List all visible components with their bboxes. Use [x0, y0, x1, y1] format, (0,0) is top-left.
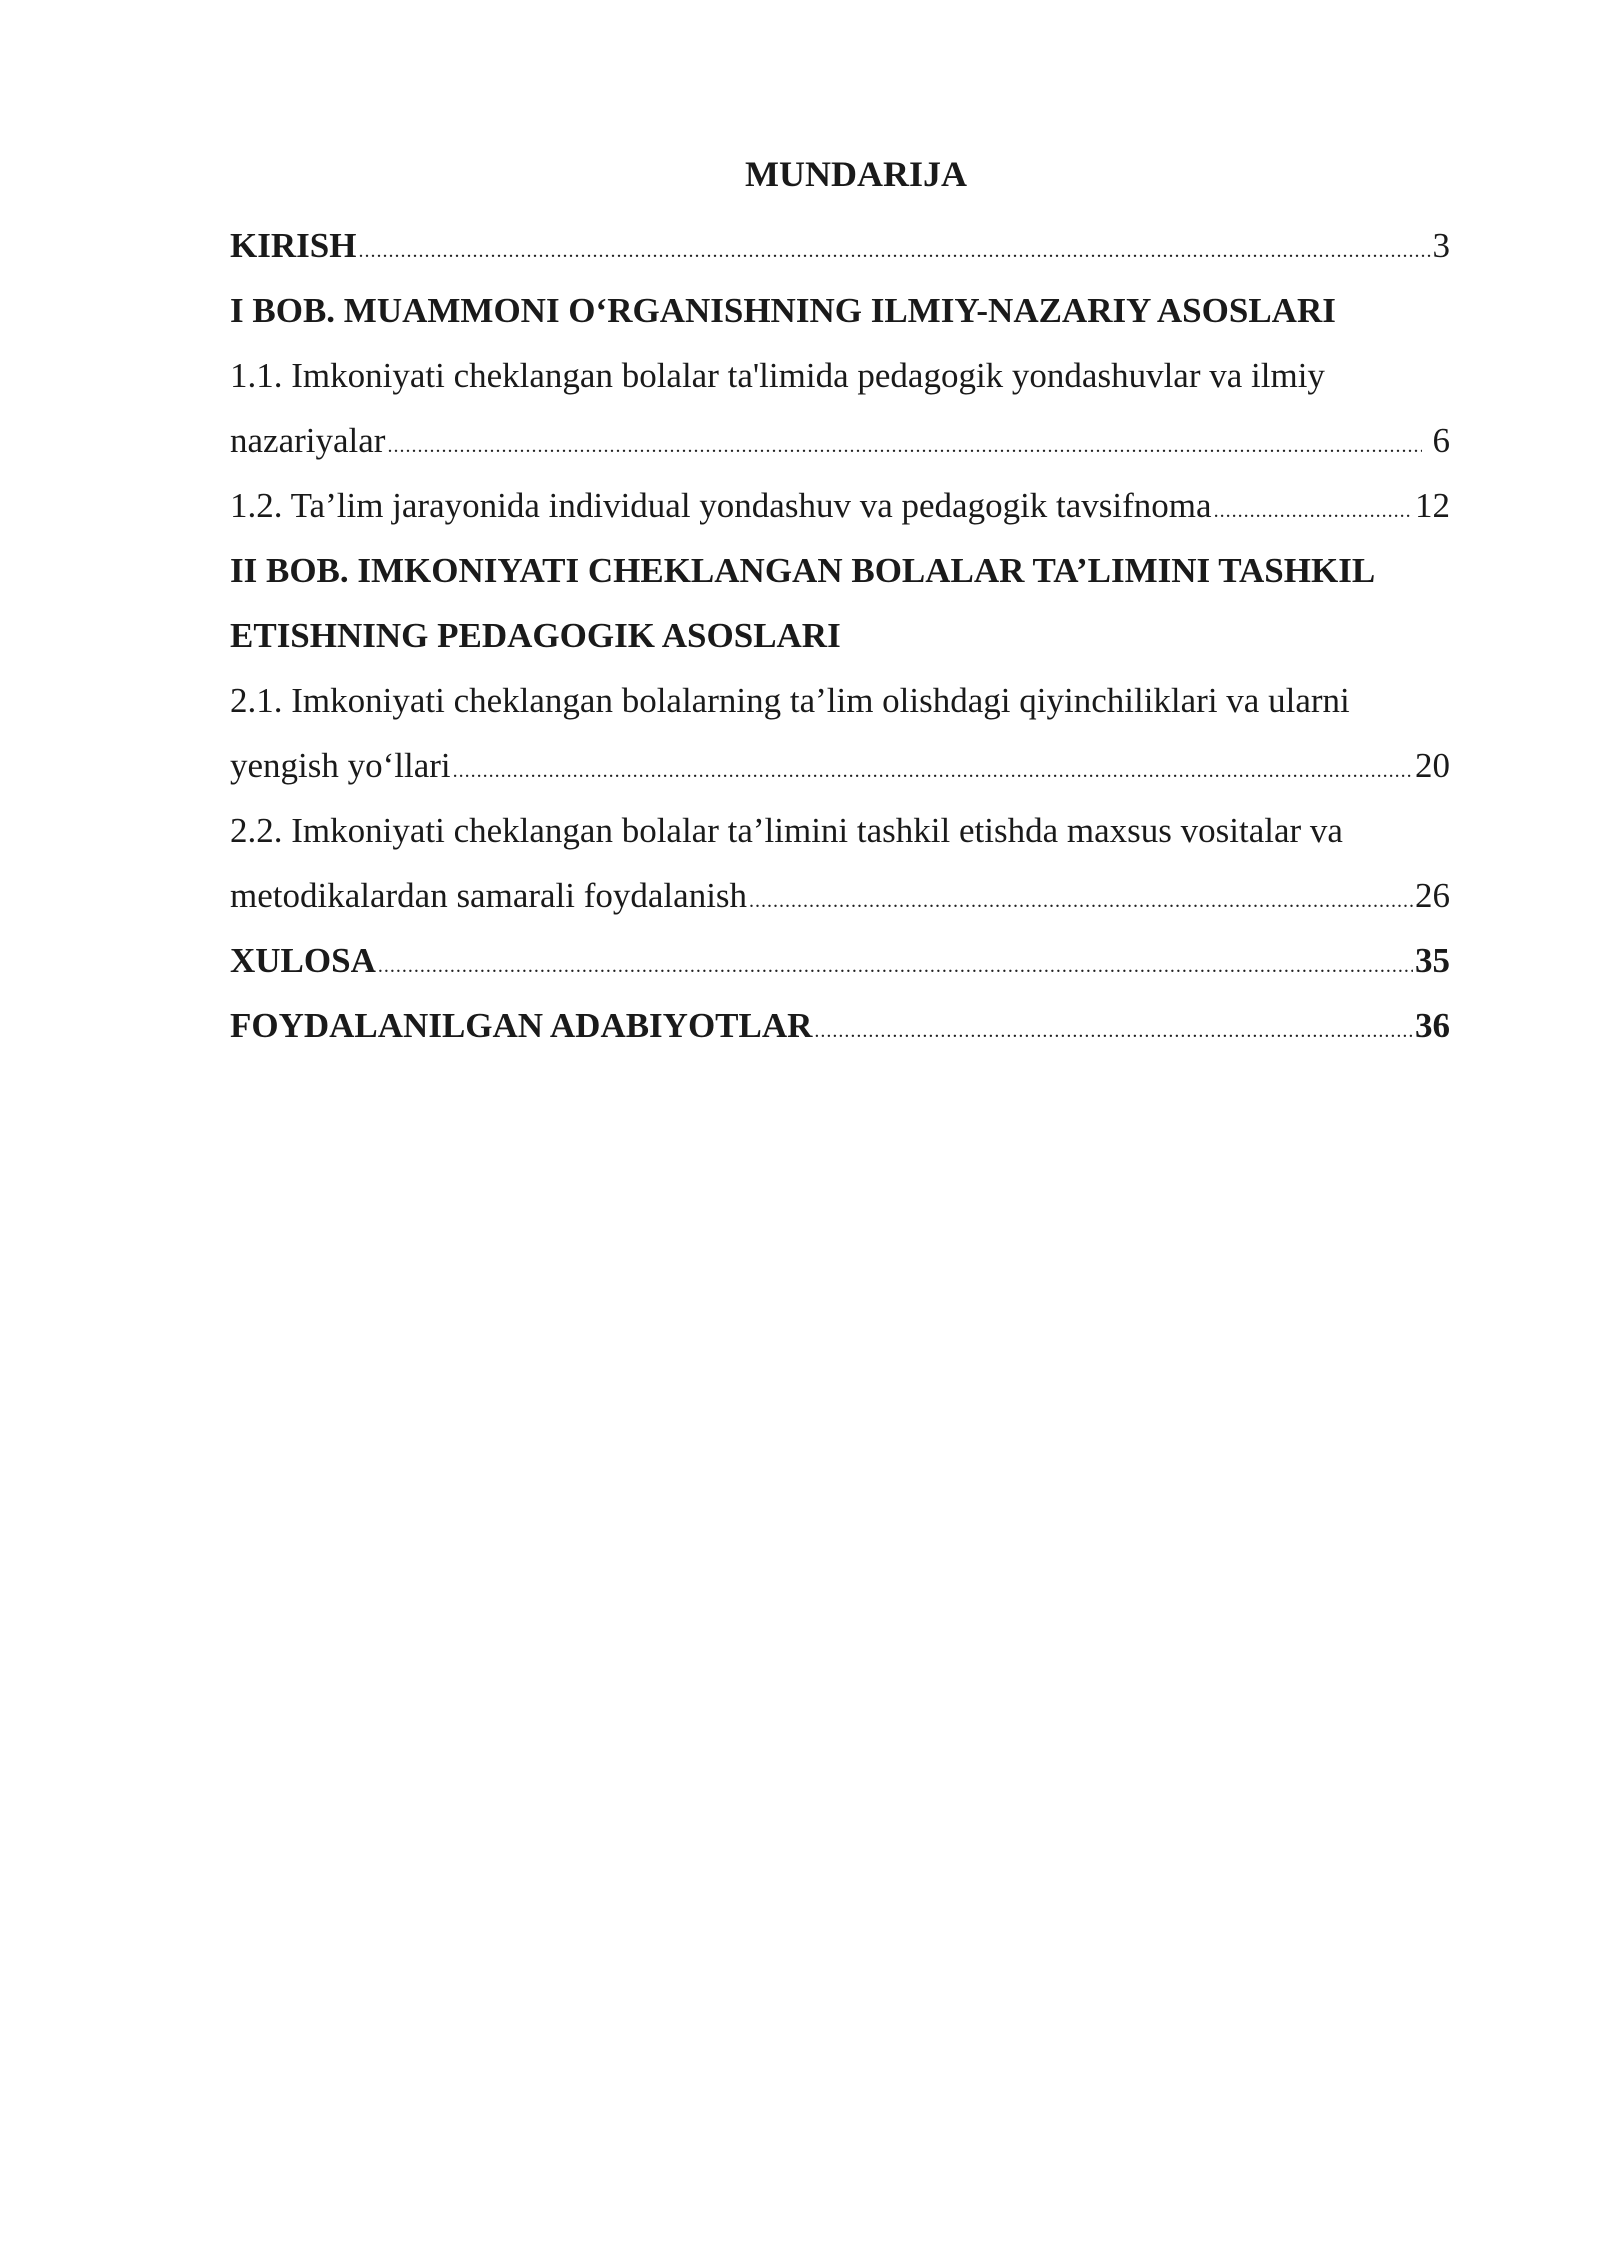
toc-entry-foydalanilgan-adabiyotlar[interactable] [230, 993, 1450, 1058]
toc-entry-label: 2.2. Imkoniyati cheklangan bolalar ta’limini tashkil etishda maxsus vositalar va [230, 811, 1343, 850]
toc-chapter-2-heading-line1[interactable] [230, 538, 1490, 603]
dot-leader [378, 934, 1413, 999]
toc-entry-1-1-line1[interactable] [230, 343, 1450, 408]
toc-entry-label: I BOB. MUAMMONI O‘RGANISHNING ILMIY-NAZARIY ASOSLARI [230, 291, 1336, 330]
toc-page-number: 3 [1432, 226, 1450, 265]
toc-entry-xulosa[interactable] [230, 928, 1450, 993]
toc-title: MUNDARIJA [745, 154, 967, 194]
toc-entry-label: 1.1. Imkoniyati cheklangan bolalar ta'limida pedagogik yondashuvlar va ilmiy [230, 356, 1325, 395]
toc-entry-label: FOYDALANILGAN ADABIYOTLAR [230, 1006, 813, 1045]
dot-leader [453, 739, 1413, 804]
toc-entry-label: yengish yo‘llari [230, 746, 451, 785]
toc-page-number: 6 [1423, 421, 1450, 460]
toc-entry-1-1-line2[interactable] [230, 408, 1450, 473]
toc-entry-2-2-line1[interactable] [230, 798, 1450, 863]
table-of-contents [230, 213, 1450, 1058]
toc-entry-label: XULOSA [230, 941, 376, 980]
dot-leader [814, 999, 1413, 1064]
toc-entry-label: II BOB. IMKONIYATI CHEKLANGAN BOLALAR TA’LIMINI TASHKIL [230, 551, 1376, 590]
toc-entry-label: nazariyalar [230, 421, 386, 460]
dot-leader [1214, 479, 1413, 544]
toc-page-number: 20 [1415, 746, 1450, 785]
toc-chapter-1-heading[interactable] [230, 278, 1450, 343]
dot-leader [749, 869, 1413, 934]
toc-page-number: 35 [1415, 941, 1450, 980]
toc-entry-label: KIRISH [230, 226, 357, 265]
toc-entry-label: metodikalardan samarali foydalanish [230, 876, 748, 915]
toc-entry-2-2-line2[interactable] [230, 863, 1450, 928]
toc-entry-label: 2.1. Imkoniyati cheklangan bolalarning ta’lim olishdagi qiyinchiliklari va ularni [230, 681, 1350, 720]
toc-chapter-2-heading-line2[interactable] [230, 603, 1450, 668]
toc-entry-kirish[interactable] [230, 213, 1450, 278]
toc-page-number: 26 [1415, 876, 1450, 915]
toc-entry-label: ETISHNING PEDAGOGIK ASOSLARI [230, 616, 841, 655]
toc-page-number: 36 [1415, 1006, 1450, 1045]
toc-entry-2-1-line1[interactable] [230, 668, 1450, 733]
toc-page-number: 12 [1415, 486, 1450, 525]
dot-leader [387, 414, 1421, 479]
dot-leader [358, 219, 1430, 284]
toc-entry-1-2[interactable] [230, 473, 1450, 538]
toc-entry-label: 1.2. Ta’lim jarayonida individual yondashuv va pedagogik tavsifnoma [230, 486, 1212, 525]
toc-entry-2-1-line2[interactable] [230, 733, 1450, 798]
